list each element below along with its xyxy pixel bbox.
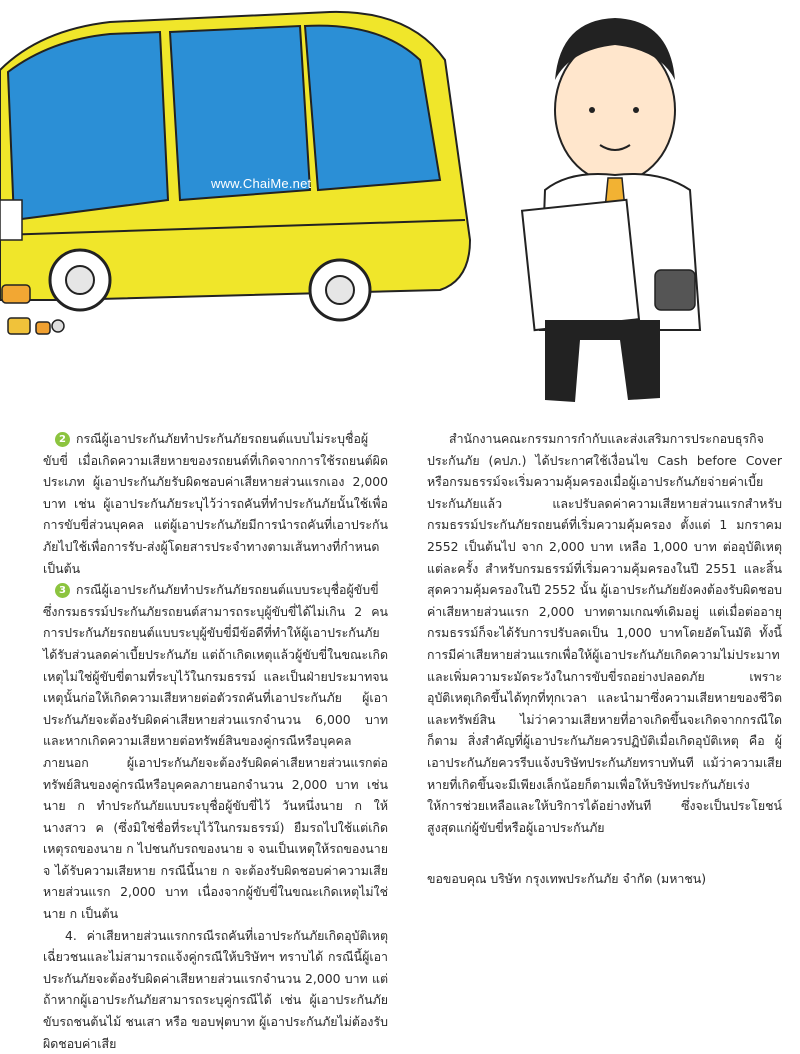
list-item xyxy=(43,428,388,579)
right-column xyxy=(427,428,782,890)
body-paragraph: สำนักงานคณะกรรมการกำกับและส่งเสริมการประกอบธุรกิจประกันภัย (คปภ.) ได้ประกาศใช้เงื่อนไข Cash before Cover หรือกรมธรรม์จะเริ่มความคุ้มครองเมื่อผู้เอาประกันภัยจ่ายค่าเบี้ยประกันภัยแล้ว และปรับลดค่าความเสียหายส่วนแรกสำหรับกรมธรรม์ประกันภัยรถยนต์ที่เริ่มความคุ้มครอง ตั้งแต่ 1 มกราคม 2552 เป็นต้นไป จาก 2,000 บาท เหลือ 1,000 บาท ต่ออุบัติเหตุแต่ละครั้ง สำหรับกรมธรรม์ที่เริ่มความคุ้มครองในปี 2551 และสิ้นสุดความคุ้มครองในปี 2552 นั้น ผู้เอาประกันภัยยังคงต้องรับผิดชอบค่าเสียหายส่วนแรก 2,000 บาทตามเกณฑ์เดิมอยู่ แต่เมื่อต่ออายุกรมธรรม์ก็จะได้รับการปรับลดเป็น 1,000 บาทโดยอัตโนมัติ ทั้งนี้ การมีค่าเสียหายส่วนแรกเพื่อให้ผู้เอาประกันภัยเกิดความไม่ประมาท และเพิ่มความระมัดระวังในการขับขี่รถอย่างปลอดภัย เพราะอุบัติเหตุเกิดขึ้นได้ทุกที่ทุกเวลา และนำมาซึ่งความเสียหายของชีวิตและทรัพย์สิน ไม่ว่าความเสียหายที่อาจเกิดขึ้นจะเกิดจากกรณีใดก็ตาม สิ่งสำคัญที่ผู้เอาประกันภัยควรปฏิบัติเมื่อเกิดอุบัติเหตุ คือ ผู้เอาประกันภัยควรรีบแจ้งบริษัทประกันภัยทราบทันที แม้ว่าความเสียหายที่เกิดขึ้นจะมีเพียงเล็กน้อยก็ตามเพื่อให้บริษัทประกันภัยเร่งให้การช่วยเหลือและให้บริการได้อย่างทันที ซึ่งจะเป็นประโยชน์สูงสุดแก่ผู้ขับขี่หรือผู้เอาประกันภัย xyxy=(427,431,782,835)
watermark: www.ChaiMe.net xyxy=(211,176,312,191)
list-item xyxy=(43,579,388,925)
list-item xyxy=(43,925,388,1054)
item-text: 4. ค่าเสียหายส่วนแรกกรณีรถคันที่เอาประกันภัยเกิดอุบัติเหตุเฉี่ยวชนและไม่สามารถแจ้งคู่กรณีให้บริษัทฯ ทราบได้ กรณีนี้ผู้เอาประกันภัยจะต้องรับผิดค่าเสียหายส่วนแรกจำนวน 2,000 บาท แต่ถ้าหากผู้เอาประกันภัยสามารถระบุคู่กรณีได้ เช่น ผู้เอาประกันภัยขับรถชนต้นไม้ ชนเสา หรือ ขอบฟุตบาท ผู้เอาประกันภัยไม่ต้องรับผิดชอบค่าเสีย xyxy=(43,927,388,1051)
number-badge: 2 xyxy=(55,432,70,447)
item-text: กรณีผู้เอาประกันภัยทำประกันภัยรถยนต์แบบไม่ระบุชื่อผู้ขับขี่ เมื่อเกิดความเสียหายของรถยนต์ที่เกิดจากการใช้รถยนต์ผิดประเภท ผู้เอาประกันภัยรับผิดชอบค่าเสียหายส่วนแรกเอง 2,000 บาท เช่น ผู้เอาประกันภัยระบุไว้ว่ารถคันที่ทำประกันภัยนั้นใช้เพื่อการขับขี่ส่วนบุคคล แต่ผู้เอาประกันภัยมีการนำรถคันที่เอาประกันภัยไปใช้เพื่อการรับ-ส่งผู้โดยสารประจำทางตามเส้นทางที่กำหนด เป็นต้น xyxy=(43,431,388,576)
acknowledgement: ขอขอบคุณ บริษัท กรุงเทพประกันภัย จำกัด (มหาชน) xyxy=(427,871,707,887)
bus-illustration xyxy=(0,12,470,334)
illustration-area xyxy=(0,0,800,420)
left-column xyxy=(43,428,388,1054)
item-text: กรณีผู้เอาประกันภัยทำประกันภัยรถยนต์แบบระบุชื่อผู้ขับขี่ ซึ่งกรมธรรม์ประกันภัยรถยนต์สามารถระบุผู้ขับขี่ได้ไม่เกิน 2 คน การประกันภัยรถยนต์แบบระบุผู้ขับขี่มีข้อดีที่ทำให้ผู้เอาประกันภัยได้รับส่วนลดค่าเบี้ยประกันภัย แต่ถ้าเกิดเหตุแล้วผู้ขับขี่ในขณะเกิดเหตุไม่ใช่ผู้ขับขี่ตามที่ระบุไว้ในกรมธรรม์ และเป็นฝ่ายประมาทจนเหตุนั้นก่อให้เกิดความเสียหายต่อตัวรถคันที่เอาประกันภัย ผู้เอาประกันภัยจะต้องรับผิดค่าเสียหายส่วนแรกจำนวน 6,000 บาท และหากเกิดความเสียหายต่อทรัพย์สินของคู่กรณีหรือบุคคลภายนอก ผู้เอาประกันภัยจะต้องรับผิดค่าเสียหายส่วนแรกต่อทรัพย์สินของคู่กรณีหรือบุคคลภายนอกจำนวน 2,000 บาท เช่น นาย ก ทำประกันภัยแบบระบุชื่อผู้ขับขี่ไว้ วันหนึ่งนาย ก ให้นางสาว ค (ซึ่งมิใช่ชื่อที่ระบุไว้ในกรมธรรม์) ยืมรถไปใช้แต่เกิดเหตุรถของนาย ก ไปชนกับรถของนาย จ จนเป็นเหตุให้รถของนาย จ ได้รับความเสียหาย กรณีนี้นาย ก จะต้องรับผิดชอบค่าความเสียหายส่วนแรก 2,000 บาท เนื่องจากผู้ขับขี่ในขณะเกิดเหตุไม่ใช่นาย ก เป็นต้น xyxy=(43,582,388,922)
number-badge: 3 xyxy=(55,583,70,598)
man-with-clipboard-illustration xyxy=(522,18,700,402)
